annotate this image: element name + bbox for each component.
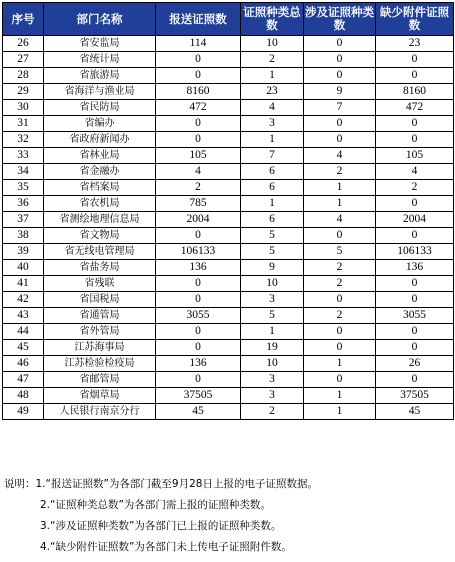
cell-total-types: 1 [241,196,304,212]
header-department: 部门名称 [44,3,156,36]
cell-missing-attachments: 105 [376,148,454,164]
cell-missing-attachments: 37505 [376,388,454,404]
table-row [3,404,454,420]
cell-submitted-count: 0 [156,52,241,68]
table-row [3,340,454,356]
cell-index: 27 [3,52,44,68]
table-row [3,100,454,116]
cell-total-types: 2 [241,52,304,68]
cell-total-types: 23 [241,84,304,100]
table-row [3,36,454,52]
cell-submitted-count: 136 [156,356,241,372]
cell-department: 省文物局 [44,228,156,244]
cell-missing-attachments: 45 [376,404,454,420]
cell-total-types: 3 [241,116,304,132]
cell-submitted-count: 0 [156,372,241,388]
table-row [3,212,454,228]
cell-submitted-count: 105 [156,148,241,164]
cell-department: 省国税局 [44,292,156,308]
cell-total-types: 10 [241,276,304,292]
cell-involved-types: 2 [304,260,376,276]
cell-submitted-count: 0 [156,68,241,84]
notes-prefix: 说明： [4,478,36,490]
cell-index: 49 [3,404,44,420]
cell-involved-types: 0 [304,324,376,340]
cell-department: 省海洋与渔业局 [44,84,156,100]
cell-index: 35 [3,180,44,196]
cell-missing-attachments: 2004 [376,212,454,228]
cell-total-types: 2 [241,404,304,420]
header-index: 序号 [3,3,44,36]
cell-department: 江苏检验检疫局 [44,356,156,372]
table-row [3,116,454,132]
table-row [3,324,454,340]
cell-total-types: 1 [241,324,304,340]
cell-missing-attachments: 0 [376,228,454,244]
cell-missing-attachments: 0 [376,292,454,308]
note-line [4,537,452,558]
cell-total-types: 1 [241,132,304,148]
cell-missing-attachments: 2 [376,180,454,196]
cell-department: 人民银行南京分行 [44,404,156,420]
cell-total-types: 19 [241,340,304,356]
cell-total-types: 6 [241,164,304,180]
cell-submitted-count: 136 [156,260,241,276]
table-row [3,292,454,308]
cell-missing-attachments: 0 [376,324,454,340]
table-row [3,372,454,388]
cell-involved-types: 2 [304,276,376,292]
cell-involved-types: 1 [304,180,376,196]
table-row [3,356,454,372]
cell-department: 省安监局 [44,36,156,52]
cell-department: 省农机局 [44,196,156,212]
cell-total-types: 5 [241,228,304,244]
cell-submitted-count: 114 [156,36,241,52]
cell-submitted-count: 2004 [156,212,241,228]
cell-index: 45 [3,340,44,356]
cell-submitted-count: 106133 [156,244,241,260]
cell-department: 省邮管局 [44,372,156,388]
cell-missing-attachments: 23 [376,36,454,52]
cell-missing-attachments: 0 [376,116,454,132]
cell-index: 40 [3,260,44,276]
table-row [3,260,454,276]
note-item: 3.“涉及证照种类数”为各部门已上报的证照种类数。 [40,520,282,532]
cell-involved-types: 0 [304,292,376,308]
header-involved-types: 涉及证照种类数 [304,3,376,36]
cell-missing-attachments: 26 [376,356,454,372]
cell-index: 29 [3,84,44,100]
cell-involved-types: 4 [304,212,376,228]
note-line [4,516,452,537]
cell-missing-attachments: 0 [376,340,454,356]
cell-submitted-count: 0 [156,276,241,292]
cell-department: 省外管局 [44,324,156,340]
note-item: 4.“缺少附件证照数”为各部门未上传电子证照附件数。 [40,541,292,553]
cell-missing-attachments: 3055 [376,308,454,324]
cell-missing-attachments: 136 [376,260,454,276]
table-row [3,132,454,148]
cell-index: 30 [3,100,44,116]
note-line [4,495,452,516]
cell-involved-types: 1 [304,196,376,212]
cell-total-types: 4 [241,100,304,116]
cell-submitted-count: 0 [156,132,241,148]
cell-department: 省盐务局 [44,260,156,276]
cell-department: 省无线电管理局 [44,244,156,260]
cell-involved-types: 1 [304,356,376,372]
cell-involved-types: 0 [304,36,376,52]
table-row [3,196,454,212]
cell-department: 省旅游局 [44,68,156,84]
cell-department: 省残联 [44,276,156,292]
table-row [3,244,454,260]
cell-index: 32 [3,132,44,148]
cell-involved-types: 9 [304,84,376,100]
table-row [3,180,454,196]
cell-missing-attachments: 0 [376,68,454,84]
header-total-types: 证照种类总数 [241,3,304,36]
notes-section [4,474,452,558]
cell-department: 省政府新闻办 [44,132,156,148]
cell-involved-types: 2 [304,308,376,324]
cell-involved-types: 5 [304,244,376,260]
cell-involved-types: 0 [304,132,376,148]
table-row [3,84,454,100]
cell-involved-types: 0 [304,372,376,388]
cell-index: 31 [3,116,44,132]
cell-involved-types: 4 [304,148,376,164]
cell-department: 省民防局 [44,100,156,116]
cell-submitted-count: 45 [156,404,241,420]
table-row [3,228,454,244]
cell-department: 省编办 [44,116,156,132]
cell-index: 39 [3,244,44,260]
cell-index: 36 [3,196,44,212]
cell-submitted-count: 37505 [156,388,241,404]
cell-index: 48 [3,388,44,404]
cell-department: 省林业局 [44,148,156,164]
cell-department: 江苏海事局 [44,340,156,356]
cell-submitted-count: 8160 [156,84,241,100]
cell-total-types: 5 [241,244,304,260]
cell-involved-types: 0 [304,228,376,244]
note-line [4,474,452,495]
cell-total-types: 7 [241,148,304,164]
table-row [3,164,454,180]
cell-total-types: 5 [241,308,304,324]
cell-missing-attachments: 0 [376,276,454,292]
cell-department: 省统计局 [44,52,156,68]
cell-index: 46 [3,356,44,372]
cell-missing-attachments: 4 [376,164,454,180]
table-row [3,52,454,68]
table-header-row [3,3,454,36]
header-missing-attachments: 缺少附件证照数 [376,3,454,36]
cell-index: 28 [3,68,44,84]
cell-index: 37 [3,212,44,228]
cell-total-types: 6 [241,212,304,228]
cell-index: 38 [3,228,44,244]
cell-submitted-count: 4 [156,164,241,180]
cell-involved-types: 1 [304,404,376,420]
cell-index: 41 [3,276,44,292]
cell-total-types: 3 [241,292,304,308]
cell-index: 26 [3,36,44,52]
cell-index: 33 [3,148,44,164]
cell-total-types: 10 [241,36,304,52]
certificate-stats-table [2,2,454,420]
cell-missing-attachments: 472 [376,100,454,116]
cell-submitted-count: 785 [156,196,241,212]
cell-submitted-count: 3055 [156,308,241,324]
cell-missing-attachments: 106133 [376,244,454,260]
cell-missing-attachments: 0 [376,372,454,388]
cell-total-types: 3 [241,388,304,404]
cell-submitted-count: 0 [156,340,241,356]
cell-missing-attachments: 8160 [376,84,454,100]
cell-department: 省烟草局 [44,388,156,404]
cell-submitted-count: 0 [156,292,241,308]
table-row [3,388,454,404]
cell-index: 43 [3,308,44,324]
cell-index: 47 [3,372,44,388]
cell-total-types: 6 [241,180,304,196]
cell-index: 44 [3,324,44,340]
cell-department: 省测绘地理信息局 [44,212,156,228]
cell-involved-types: 1 [304,388,376,404]
cell-involved-types: 0 [304,340,376,356]
cell-index: 42 [3,292,44,308]
header-submitted-count: 报送证照数 [156,3,241,36]
cell-total-types: 10 [241,356,304,372]
cell-index: 34 [3,164,44,180]
cell-total-types: 1 [241,68,304,84]
cell-submitted-count: 0 [156,116,241,132]
cell-total-types: 3 [241,372,304,388]
cell-missing-attachments: 0 [376,132,454,148]
cell-involved-types: 7 [304,100,376,116]
cell-missing-attachments: 0 [376,196,454,212]
cell-department: 省通管局 [44,308,156,324]
table-body [3,36,454,420]
cell-department: 省金融办 [44,164,156,180]
cell-involved-types: 0 [304,68,376,84]
cell-submitted-count: 0 [156,324,241,340]
table-row [3,308,454,324]
cell-submitted-count: 472 [156,100,241,116]
table-row [3,68,454,84]
cell-involved-types: 0 [304,116,376,132]
cell-total-types: 9 [241,260,304,276]
cell-department: 省档案局 [44,180,156,196]
note-item: 1.“报送证照数”为各部门截至9月28日上报的电子证照数据。 [35,478,318,490]
cell-involved-types: 2 [304,164,376,180]
cell-involved-types: 0 [304,52,376,68]
table-row [3,276,454,292]
table-row [3,148,454,164]
cell-missing-attachments: 0 [376,52,454,68]
cell-submitted-count: 0 [156,228,241,244]
note-item: 2.“证照种类总数”为各部门需上报的证照种类数。 [40,499,271,511]
cell-submitted-count: 2 [156,180,241,196]
